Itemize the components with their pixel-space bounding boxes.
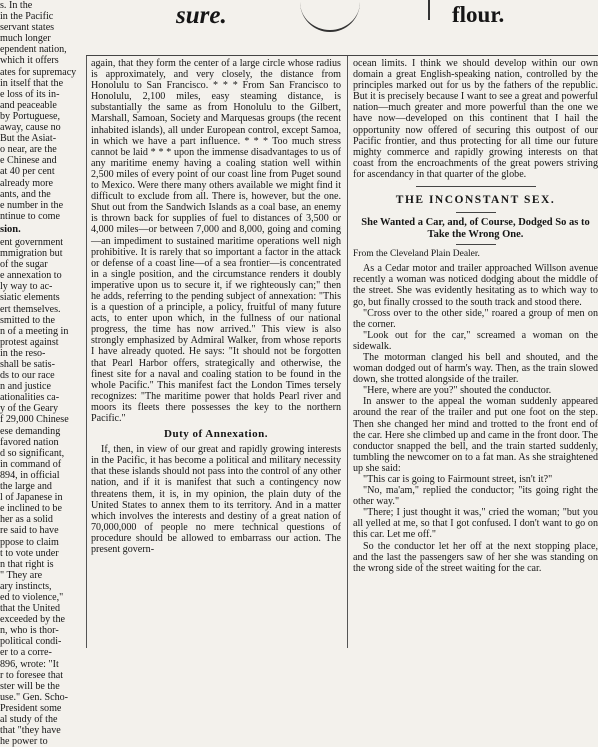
- col1-line: l of Japanese in: [0, 492, 63, 504]
- col1-line: in the Pacific: [0, 11, 54, 23]
- column-rule-1: [86, 56, 87, 648]
- top-rule: [86, 55, 598, 56]
- article-body: [353, 263, 598, 574]
- column-right: [353, 58, 598, 648]
- article-paragraph: "No, ma'am," replied the conductor; "its going right the other way.": [353, 485, 598, 508]
- col1-line: ppose to claim: [0, 536, 59, 548]
- advertisement-strip: [0, 0, 598, 56]
- col1-line: e Chinese and: [0, 155, 57, 167]
- col1-line: of the sugar: [0, 259, 48, 271]
- article-paragraph: As a Cedar motor and trailer approached Willson avenue recently a woman was noticed dodging about the middle of the street. She was evidently hesitating as to which way to go, but finally crossed to the south track and stood there.: [353, 263, 598, 308]
- article-paragraph: "There; I just thought it was," cried the woman; "but you all yelled at me, so that I got confused. I don't want to go on this car. Let me off.": [353, 507, 598, 541]
- col1-line: mmigration but: [0, 248, 63, 260]
- col1-line: ds to our race: [0, 370, 55, 382]
- col1-line: n of a meeting in: [0, 325, 69, 337]
- col1-line: 896, wrote: "It: [0, 658, 59, 670]
- col1-line: in itself that the: [0, 77, 64, 89]
- col1-line: her as a solid: [0, 514, 53, 526]
- article-paragraph: So the conductor let her off at the next stopping place, and the last the passengers saw of her she was standing on the wrong side of the street waiting for the car.: [353, 540, 598, 574]
- col2-paragraph-2: If, then, in view of our great and rapidly growing interests in the Pacific, it has become a political and military necessity that these islands should not pass into the control of any other nation, and if it is manifest that such a contingency now threatens them, it is, in my opinion, the plain duty of the United States to annex them to its territory. And in a matter which involves the interests and destiny of a great nation of 70,000,000 of people no mere technical questions of procedure should be allowed to embarrass our action. The present govern-: [91, 444, 341, 556]
- column-middle: [91, 58, 341, 648]
- article-separator: [416, 186, 536, 187]
- article-paragraph: "Here, where are you?" shouted the conductor.: [363, 385, 552, 397]
- col1-line: ntinue to come: [0, 210, 60, 222]
- col1-line: " They are: [0, 569, 43, 581]
- col1-line: already more: [0, 177, 53, 189]
- col1-line: favored nation: [0, 436, 59, 448]
- col1-line: ert themselves.: [0, 303, 61, 315]
- col1-line: at 40 per cent: [0, 166, 55, 178]
- col1-block-b: [0, 237, 84, 747]
- col1-line: But the Asiat-: [0, 133, 57, 145]
- article-paragraph: "Look out for the car," screamed a woman on the sidewalk.: [353, 329, 598, 352]
- col1-block-a: [0, 33, 84, 222]
- col1-line: President some: [0, 702, 62, 714]
- column-rule-2: [347, 56, 348, 648]
- col1-line: exceeded by the: [0, 614, 66, 626]
- col1-line: 894, in official: [0, 469, 60, 481]
- advert-word-flour: flour.: [452, 2, 505, 27]
- article-headline: THE INCONSTANT SEX.: [395, 194, 556, 207]
- col1-line: ed to violence,": [0, 591, 64, 603]
- col1-line: smitted to the: [0, 314, 55, 326]
- col1-line: t to vote under: [0, 547, 59, 559]
- advert-illustration: [300, 0, 360, 32]
- col1-line: s. In the: [0, 0, 33, 11]
- col3-paragraph-1: ocean limits. I think we should develop within our own domain a great English-speaking nation, controlled by the principles marked out for us by the fathers of the republic. But it is precisely because I want to see a great and powerful nation—much greater and more powerful than the one we have now—developed on this continent that I hail the opportunity now offered of securing this outpost of our Pacific frontier, and thus protecting for all time our future mighty commerce and rapidly growing interests on that coast from the encroachments of the great powers striving for ascendancy in that quarter of the globe.: [353, 58, 598, 180]
- col1-line: servant states: [0, 22, 55, 34]
- col2-subheading: Duty of Annexation.: [164, 428, 268, 441]
- col1-section-heading: sion.: [0, 223, 21, 235]
- col1-line: er to a corre-: [0, 647, 52, 659]
- col2-paragraph-1: again, that they form the center of a large circle whose radius is approximately, and very closely, the distance from Honolulu to San Francisco. * * * From San Francisco to Honolulu, 2,100 miles, easy steaming distance, is substantially the same as from Honolulu to the Gilbert, Marshall, Samoan, Society and Marquesas groups (the recent inhabited islands), all under European control, except Samoa, in which we have a part influence. * * * Too much stress cannot be laid * * * upon the immense disadvantages to us of any maritime enemy having a coaling station well within 2,500 miles of every point of our coast line from Puget sound to Mexico. Were there many others available we might find it difficult to exclude from all. There is, however, but the one. Shut out from the Sandwich Islands as a coal base, an enemy is thrown back for supplies of fuel to distances of 3,500 or 4,000 miles—or between 7,000 and 8,000, going and coming—an impediment to sustained maritime operations well nigh prohibitive. It is rarely that so important a factor in the attack or defense of a coast line—of a sea frontier—is concentrated in a single position, and the circumstance renders it doubly imperative upon us to secure it, if we righteously can;" then he adds, referring to the pending subject of annexation: "This is a question of a principle, a policy, fruitful of many future acts, to enter upon which, in the fullness of our national progress, the time has now arrived." This view is also strongly emphasized by Admiral Walker, from whose reports I have already quoted. He says: "It should not be forgotten that Pearl Harbor offers, strategically and otherwise, the finest site for a naval and coaling station to be found in the whole Pacific." This manifest fact the London Times tersely recognizes: "The maritime power that holds Pearl river and moors its fleets there possesses the key to the northern Pacific.": [91, 58, 341, 424]
- col1-line: in the reso-: [0, 347, 46, 359]
- col1-line: the large and: [0, 481, 52, 493]
- col1-line: protest against: [0, 336, 59, 348]
- col1-line: ants, and the: [0, 188, 51, 200]
- col1-line: ly way to ac-: [0, 281, 53, 293]
- col1-line: r to foresee that: [0, 669, 64, 681]
- col1-line: he power to: [0, 736, 48, 747]
- col1-line: ary instincts,: [0, 580, 52, 592]
- col1-line: in command of: [0, 458, 62, 470]
- col1-line: n, who is thor-: [0, 625, 59, 637]
- col1-line: siatic elements: [0, 292, 60, 304]
- col1-line: re said to have: [0, 525, 59, 537]
- article-paragraph: In answer to the appeal the woman suddenly appeared around the rear of the trailer and put one foot on the step. Then she changed her mind and trotted to the front end of the car. Here she climbed up and came in the front door. The conductor snapped the bell, and the train started suddenly, tumbling the newcomer on to a fat man. As she straightened up she said:: [353, 396, 598, 474]
- col1-line: shall be satis-: [0, 359, 55, 370]
- col1-line: e inclined to be: [0, 503, 62, 515]
- col1-line: and peaceable: [0, 99, 57, 111]
- column-left-cropped: [0, 0, 84, 747]
- col1-line: n and justice: [0, 381, 52, 393]
- deck-rule: [456, 244, 496, 245]
- article-deck: She Wanted a Car, and, of Course, Dodged So as to Take the Wrong One.: [361, 217, 590, 240]
- col1-line: which it offers: [0, 55, 59, 67]
- article-paragraph: "Cross over to the other side," roared a group of men on the corner.: [353, 307, 598, 330]
- col1-line: ster will be the: [0, 680, 60, 692]
- col1-line: political condi-: [0, 636, 62, 648]
- headline-rule: [456, 212, 496, 213]
- advert-illustration-detail: [428, 0, 450, 20]
- article-paragraph: The motorman clanged his bell and shouted, and the woman dodged out of harm's way. Then, as the train slowed down, she trotted alongside of the trailer.: [353, 351, 598, 386]
- col1-line: y of the Geary: [0, 403, 59, 415]
- col1-line: much longer: [0, 33, 51, 45]
- col1-line: f 29,000 Chinese: [0, 414, 69, 426]
- col1-line: ese demanding: [0, 425, 61, 437]
- col1-line: ent government: [0, 236, 64, 248]
- article-paragraph: "This car is going to Fairmount street, isn't it?": [363, 474, 553, 485]
- col1-line: use." Gen. Scho-: [0, 691, 69, 703]
- col1-line: that "they have: [0, 725, 61, 737]
- col1-line: e number in the: [0, 199, 64, 211]
- col1-line: al study of the: [0, 714, 58, 725]
- col1-line: by Portuguese,: [0, 110, 60, 122]
- col1-line: d so significant,: [0, 447, 65, 459]
- advert-word-sure: sure.: [176, 2, 227, 29]
- col1-line: away, cause no: [0, 122, 61, 134]
- col1-line: ates for supremacy: [0, 66, 77, 78]
- col1-line: o near, are the: [0, 144, 57, 156]
- col1-line: e loss of its in-: [0, 88, 60, 100]
- col1-line: n that right is: [0, 558, 54, 570]
- article-source: From the Cleveland Plain Dealer.: [353, 249, 480, 260]
- col1-line: that the United: [0, 603, 60, 615]
- col1-line: e annexation to: [0, 270, 62, 282]
- col1-line: ationalities ca-: [0, 392, 60, 404]
- col1-line: ependent nation,: [0, 44, 67, 56]
